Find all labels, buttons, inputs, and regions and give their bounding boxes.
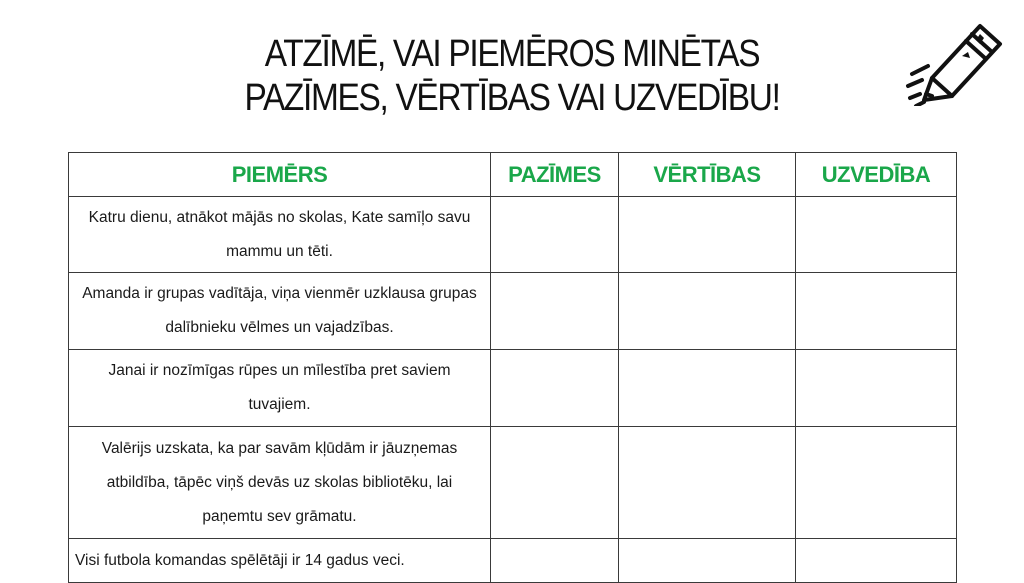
uzvediba-cell[interactable] [796,539,957,583]
vertibas-cell[interactable] [619,427,796,539]
example-cell: Visi futbola komandas spēlētāji ir 14 gadus veci. [69,539,491,583]
header-piemers: PIEMĒRS [69,153,491,197]
uzvediba-cell[interactable] [796,350,957,427]
header-pazimes: PAZĪMES [491,153,619,197]
title-line-1: ATZĪMĒ, VAI PIEMĒROS MINĒTAS [264,33,760,75]
example-cell: Amanda ir grupas vadītāja, viņa vienmēr uzklausa grupas dalībnieku vēlmes un vajadzības. [69,273,491,350]
pazimes-cell[interactable] [491,273,619,350]
table-row [69,539,957,583]
table-row [69,427,957,539]
pazimes-cell[interactable] [491,539,619,583]
uzvediba-cell[interactable] [796,427,957,539]
pencil-icon [902,14,1008,106]
example-cell: Janai ir nozīmīgas rūpes un mīlestība pret saviem tuvajiem. [69,350,491,427]
vertibas-cell[interactable] [619,539,796,583]
vertibas-cell[interactable] [619,273,796,350]
pazimes-cell[interactable] [491,350,619,427]
exercise-table [68,152,957,583]
pazimes-cell[interactable] [491,427,619,539]
pazimes-cell[interactable] [491,197,619,273]
vertibas-cell[interactable] [619,197,796,273]
uzvediba-cell[interactable] [796,197,957,273]
vertibas-cell[interactable] [619,350,796,427]
table-row [69,273,957,350]
table-header-row [69,153,957,197]
page-title [61,32,962,120]
table-row [69,350,957,427]
header-vertibas: VĒRTĪBAS [619,153,796,197]
table-row [69,197,957,273]
header-uzvediba: UZVEDĪBA [796,153,957,197]
title-line-2: PAZĪMES, VĒRTĪBAS VAI UZVEDĪBU! [244,77,780,119]
example-cell: Katru dienu, atnākot mājās no skolas, Kate samīļo savu mammu un tēti. [69,197,491,273]
example-cell: Valērijs uzskata, ka par savām kļūdām ir jāuzņemas atbildība, tāpēc viņš devās uz skolas bibliotēku, lai paņemtu sev grāmatu. [69,427,491,539]
uzvediba-cell[interactable] [796,273,957,350]
